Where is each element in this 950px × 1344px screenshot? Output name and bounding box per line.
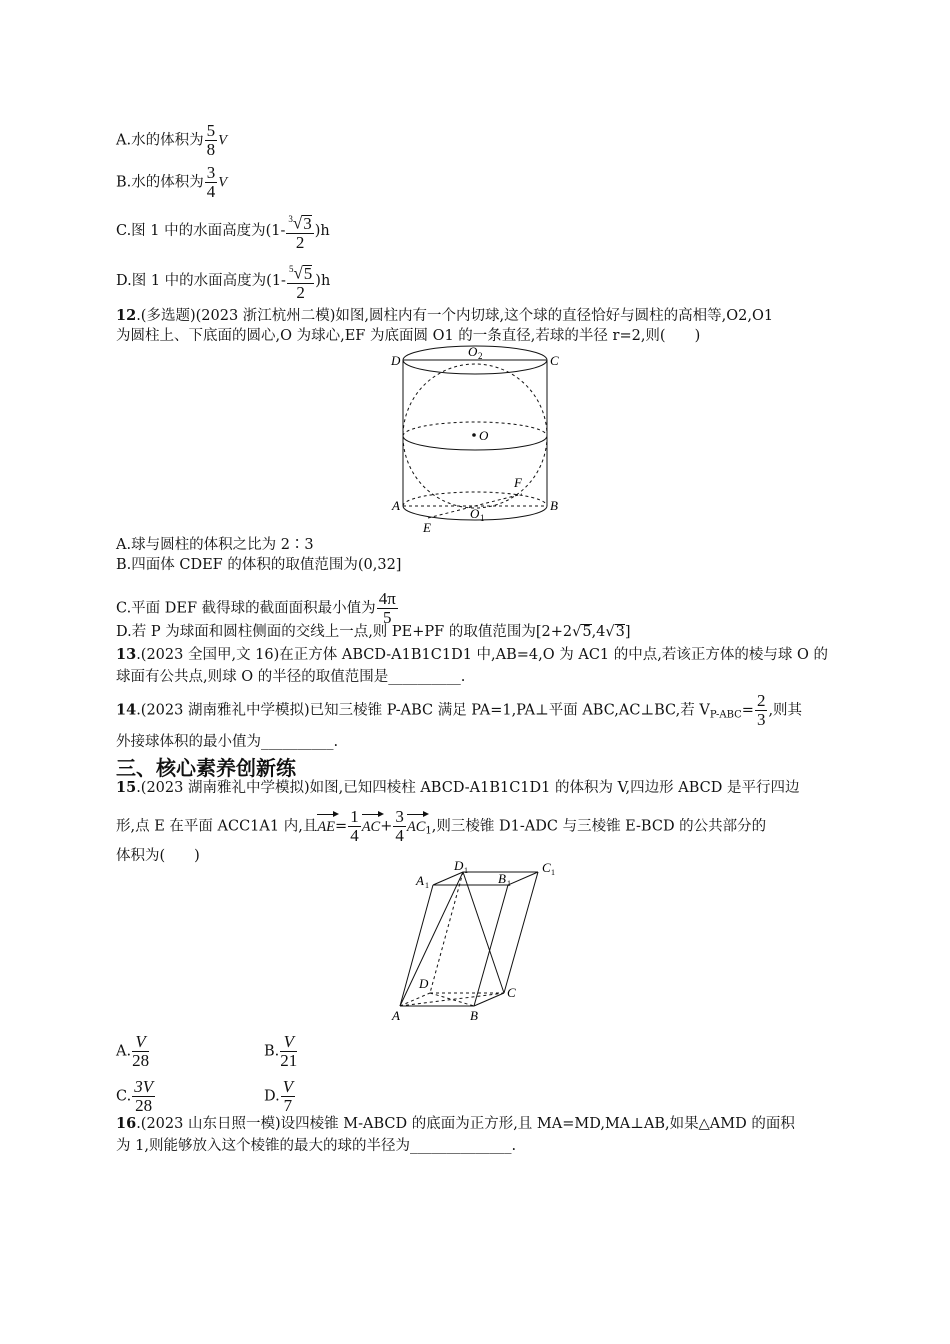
q12-option-b: B.四面体 CDEF 的体积的取值范围为(0,32] (116, 557, 402, 573)
label-a: A (392, 498, 400, 513)
q16-stem-line2: 为 1,则能够放入这个棱锥的最大的球的半径为______________. (116, 1138, 517, 1154)
label-o2: O (468, 344, 478, 359)
svg-text:1: 1 (480, 513, 485, 523)
q11-option-c: C.图 1 中的水面高度为(1- $\frac{^3√3}{2}$ )h (116, 210, 330, 252)
q14-stem-line1: 14.(2023 湖南雅礼中学模拟)已知三棱锥 P-ABC 满足 PA=1,PA⊥平面 ABC,AC⊥BC,若 $V_{P-ABC}=$ $\frac{2}{3}$ ,则其 (116, 691, 803, 729)
q13-stem-line2: 球面有公共点,则球 O 的半径的取值范围是__________. (116, 669, 466, 685)
svg-text:A: A (416, 873, 424, 888)
q15-option-c: C. $\frac{3V}{28}$ (116, 1077, 154, 1115)
q13-stem-line1: 13.(2023 全国甲,文 16)在正方体 ABCD-A1B1C1D1 中,AB=4,O 为 AC1 的中点,若该正方体的棱与球 O 的 (116, 646, 828, 663)
q15-stem-line2: 形,点 E 在平面 ACC1A1 内,且AE= $\frac{1}{4}$ AC+ $\frac{3}{4}$ $AC_1$,则三棱锥 D1-ADC 与三棱锥 E-BCD 的公共部分的 (116, 807, 767, 845)
label-o: O (479, 428, 489, 443)
q15-option-d: D. $\frac{V}{7}$ (264, 1077, 294, 1115)
svg-text:1: 1 (551, 868, 555, 877)
q16-stem-line1: 16.(2023 山东日照一模)设四棱锥 M-ABCD 的底面为正方形,且 MA=MD,MA⊥AB,如果△AMD 的面积 (116, 1115, 795, 1132)
section-heading: 三、核心素养创新练 (116, 756, 296, 780)
label-c: C (550, 353, 559, 368)
svg-text:D: D (419, 976, 429, 991)
q12-stem-line2: 为圆柱上、下底面的圆心,O 为球心,EF 为底面圆 O1 的一条直径,若球的半径 r=2,则( ) (116, 328, 701, 344)
svg-text:C: C (542, 860, 551, 875)
svg-text:1: 1 (507, 879, 511, 888)
svg-text:C: C (507, 985, 516, 1000)
q11-option-a: A.水的体积为 $\frac{5}{8}$ V (116, 121, 227, 159)
svg-text:1: 1 (425, 881, 429, 890)
q12-option-c: C.平面 DEF 截得球的截面面积最小值为 $\frac{4\pi}{5}$ (116, 589, 396, 627)
svg-text:B: B (470, 1008, 478, 1023)
label-d: D (391, 353, 401, 368)
q11-option-d: D.图 1 中的水面高度为(1- $\frac{^5√5}{2}$ )h (116, 260, 330, 302)
svg-text:B: B (498, 871, 506, 886)
svg-text:2: 2 (478, 351, 483, 361)
label-e: E (423, 520, 431, 535)
label-b: B (550, 498, 558, 513)
prism-figure (388, 860, 568, 1025)
q12-option-d: D.若 P 为球面和圆柱侧面的交线上一点,则 PE+PF 的取值范围为[2+2√5,4√3] (116, 624, 631, 640)
q15-stem-line1: 15.(2023 湖南雅礼中学模拟)如图,已知四棱柱 ABCD-A1B1C1D1 的体积为 V,四边形 ABCD 是平行四边 (116, 779, 800, 796)
cylinder-sphere-figure (388, 340, 568, 540)
label-o1: O (470, 506, 480, 521)
svg-text:D: D (454, 860, 464, 873)
q14-stem-line2: 外接球体积的最小值为__________. (116, 734, 339, 750)
q12-option-a: A.球与圆柱的体积之比为 2∶3 (116, 537, 314, 553)
q12-stem-line1: 12.(多选题)(2023 浙江杭州二模)如图,圆柱内有一个内切球,这个球的直径恰好与圆柱的高相等,O2,O1 (116, 307, 774, 324)
q11-option-b: B.水的体积为 $\frac{3}{4}$ V (116, 163, 228, 201)
q15-option-b: B. $\frac{V}{21}$ (264, 1032, 298, 1070)
label-f: F (514, 475, 522, 490)
svg-text:1: 1 (464, 866, 468, 875)
svg-text:A: A (392, 1008, 400, 1023)
q15-option-a: A. $\frac{V}{28}$ (116, 1032, 150, 1070)
q15-stem-line3: 体积为( ) (116, 848, 200, 864)
